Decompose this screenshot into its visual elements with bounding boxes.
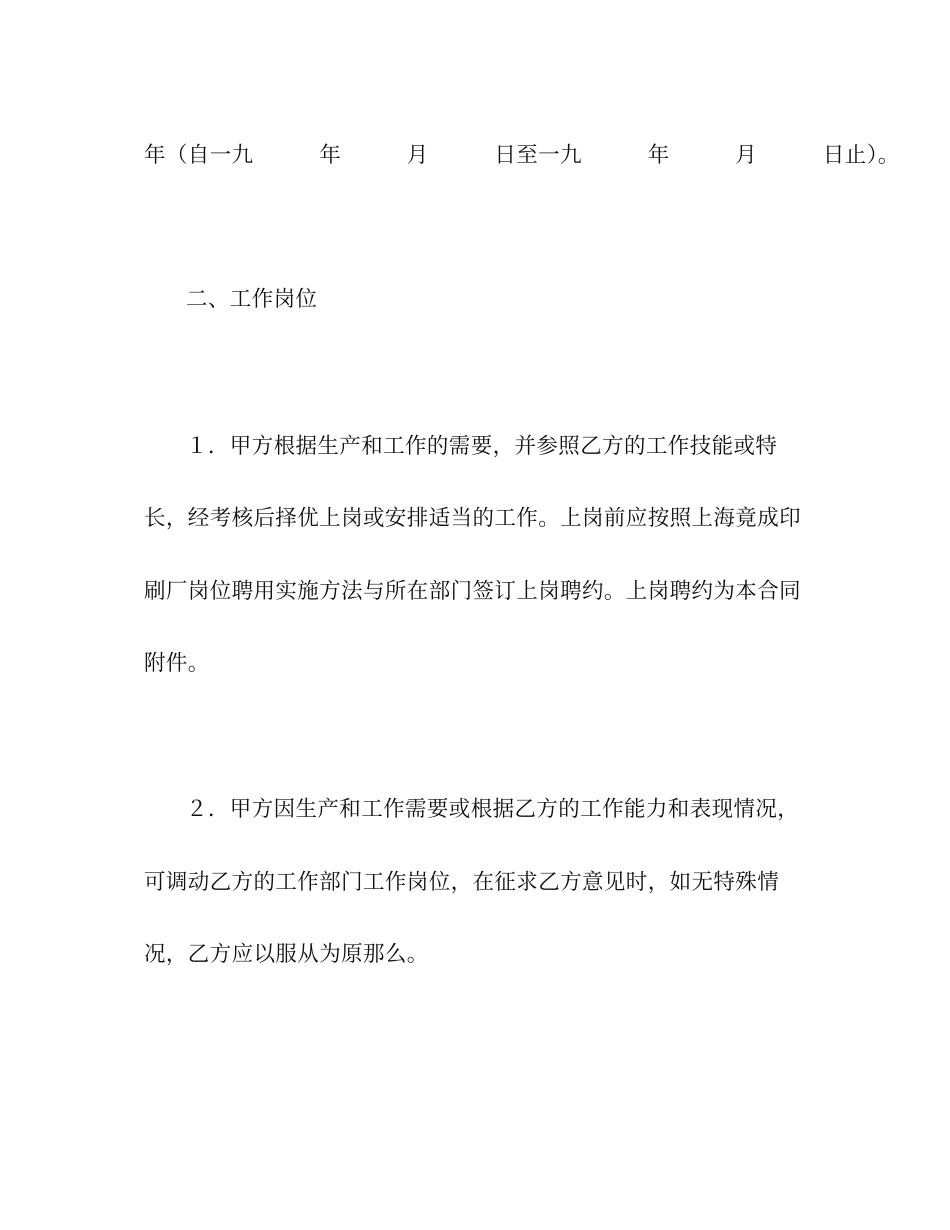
date-range-line: 年（自一九 年 月 日至一九 年 月 日止）。: [144, 143, 900, 168]
section-heading: 二、工作岗位: [186, 287, 318, 312]
clause-2-line-3: 况，乙方应以服从为原那么。: [144, 942, 429, 967]
clause-1-line-2: 长，经考核后择优上岗或安排适当的工作。上岗前应按照上海竟成印: [144, 506, 802, 531]
clause-1-line-1: １．甲方根据生产和工作的需要，并参照乙方的工作技能或特: [186, 434, 778, 459]
clause-2-line-1: ２．甲方因生产和工作需要或根据乙方的工作能力和表现情况，: [186, 797, 800, 822]
clause-2-line-2: 可调动乙方的工作部门工作岗位，在征求乙方意见时，如无特殊情: [144, 870, 780, 895]
clause-1-line-4: 附件。: [144, 651, 210, 676]
clause-1-line-3: 刷厂岗位聘用实施方法与所在部门签订上岗聘约。上岗聘约为本合同: [144, 579, 802, 604]
